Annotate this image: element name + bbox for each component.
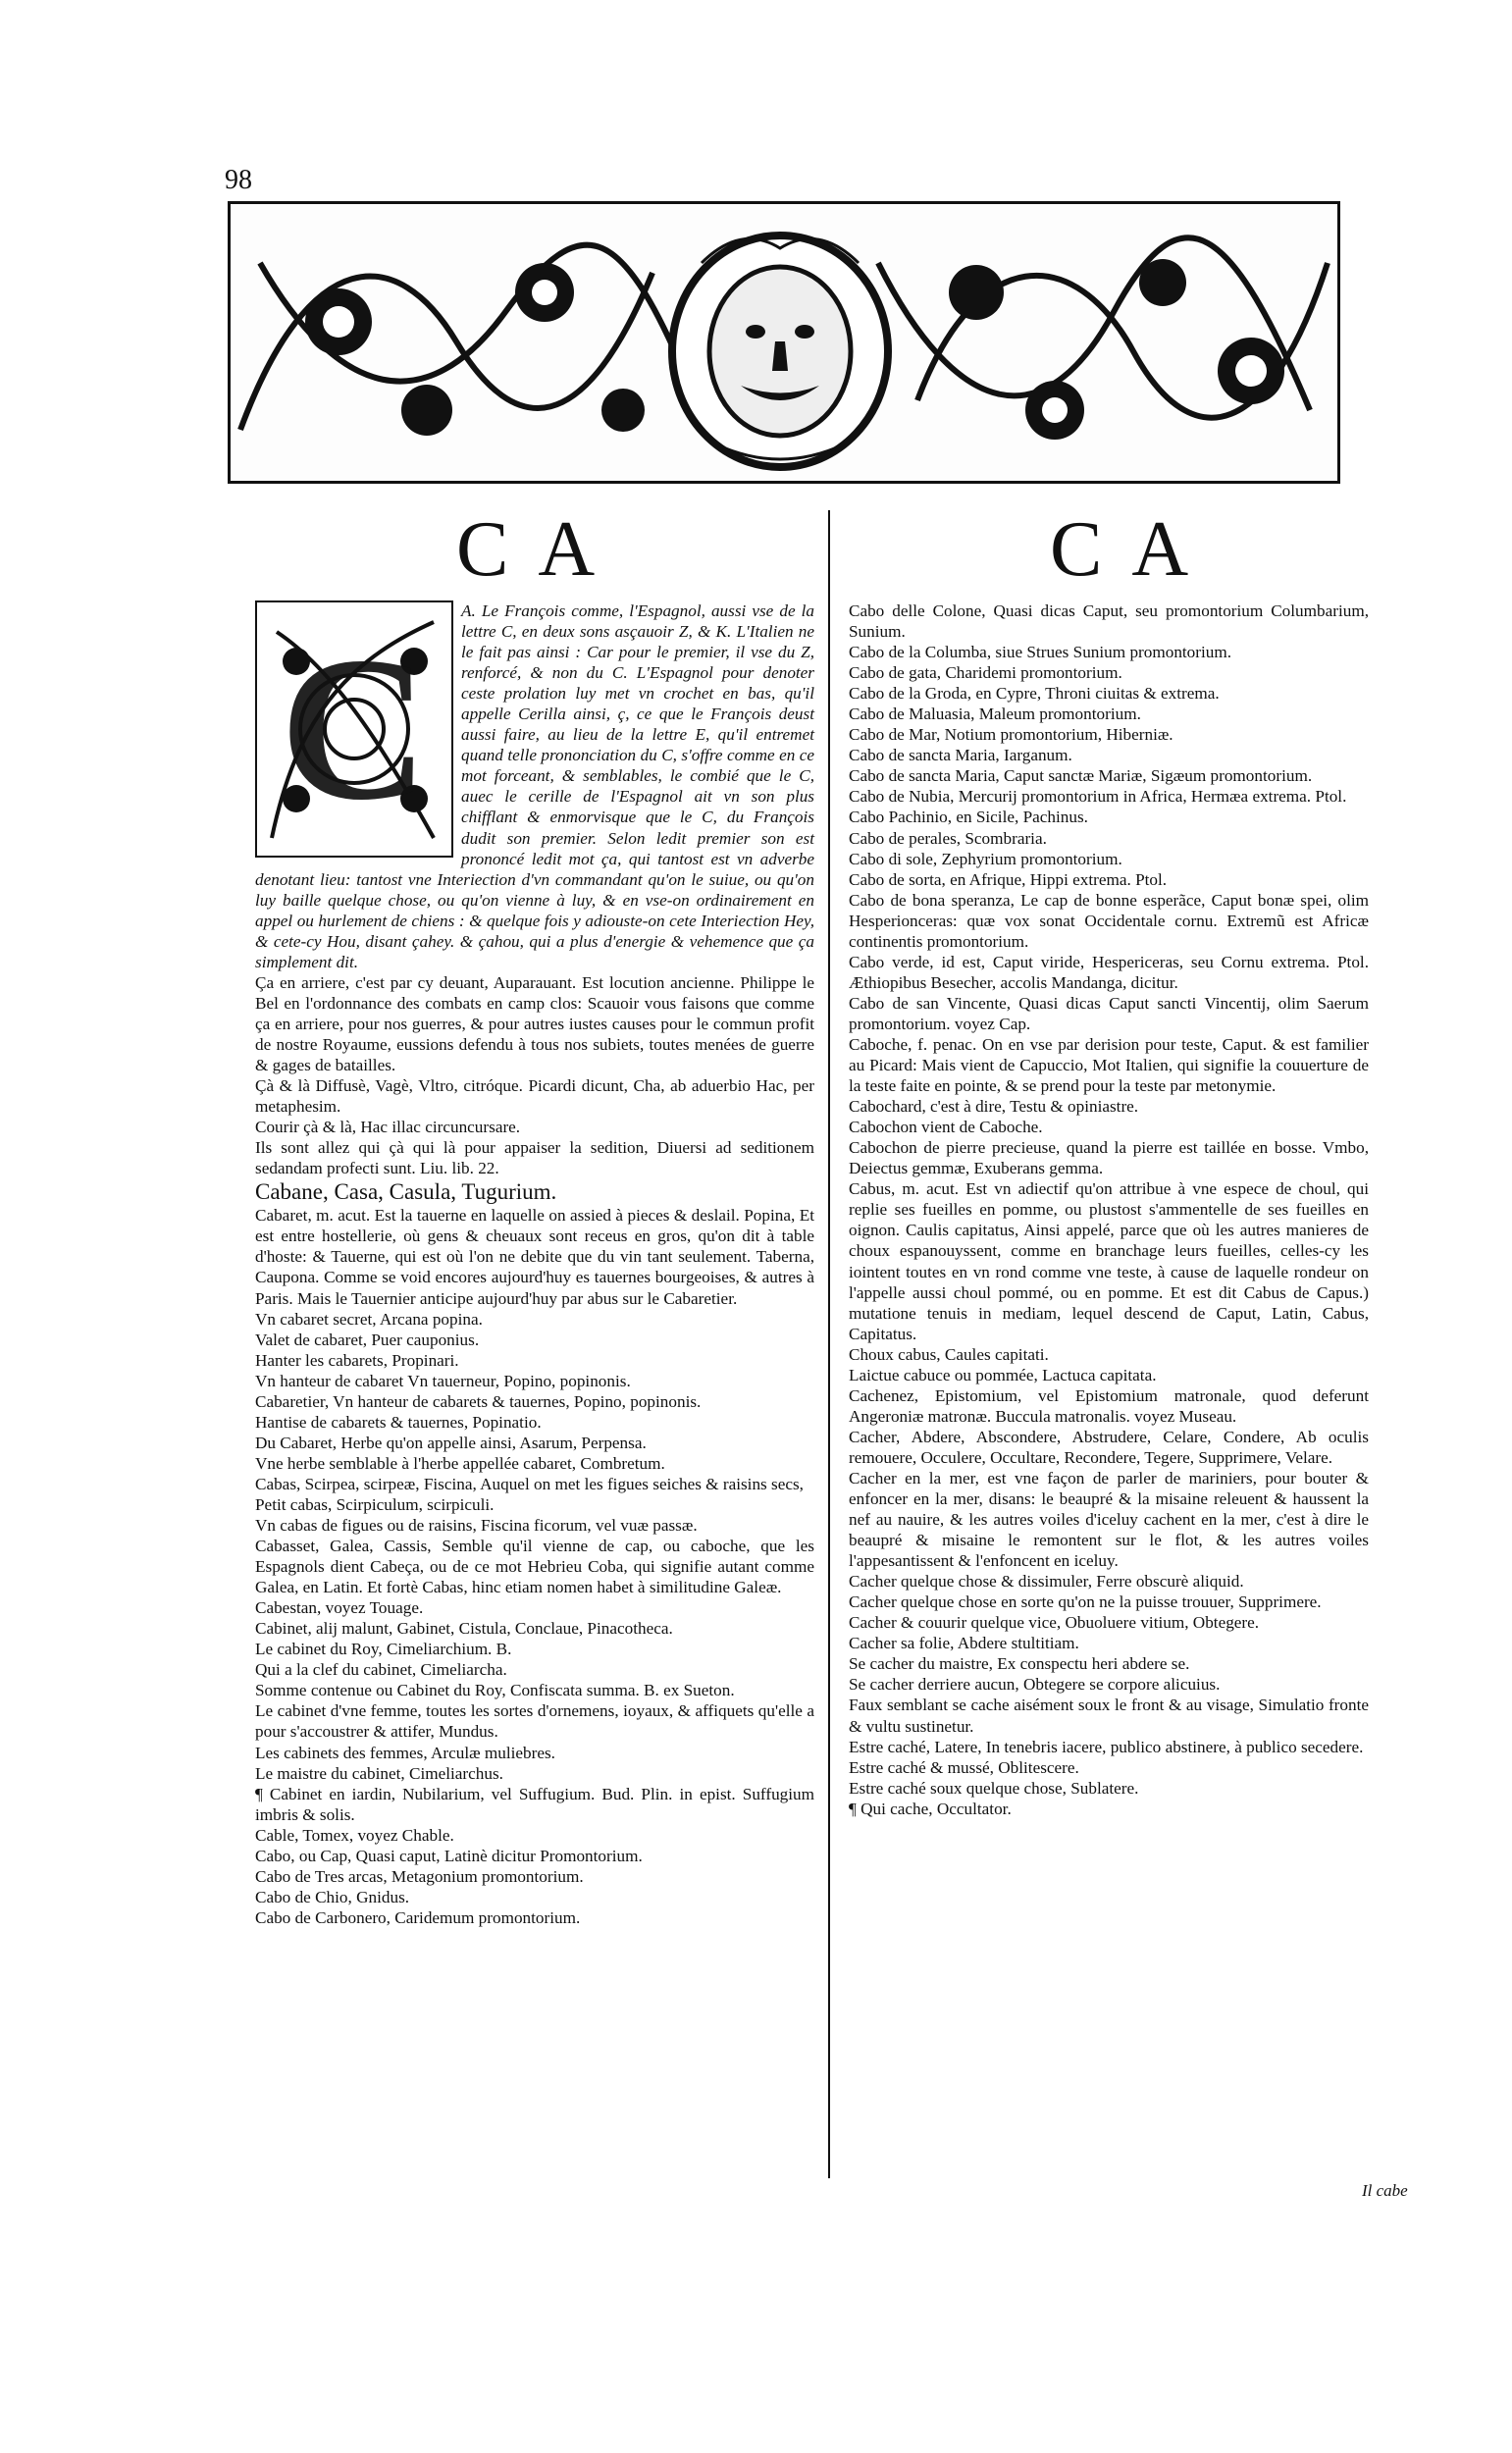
left-entry: Cabinet, alij malunt, Gabinet, Cistula, Conclaue, Pinacotheca. [255,1619,673,1639]
right-entry: Se cacher du maistre, Ex conspectu heri abdere se. [849,1654,1190,1674]
left-entry: Cabo, ou Cap, Quasi caput, Latinè dicitur Promontorium. [255,1846,643,1865]
right-entry: Cabo de bona speranza, Le cap de bonne esperãce, Caput bonæ spei, olim Hesperionceras: quæ vox sonat Occidentale cornu. Extremũ est Africæ continentis promontorium. [849,890,1369,951]
left-entry: Ça en arriere, c'est par cy deuant, Auparauant. Est locution ancienne. Philippe le Bel en l'ordonnance des combats en camp clos: Scauoir vous faisons que comme ça en arriere, pour nos guerres, & pour autres iustes causes pour le commun profit de nostre Royaume, eussions defendu à tous nos subiets, toutes menées de guerre & gages de batailles. [255,972,814,1075]
right-entry: Cabo de sancta Maria, Caput sanctæ Mariæ, Sigæum promontorium. [849,766,1313,786]
left-entry: Cabane, Casa, Casula, Tugurium. [255,1179,557,1205]
left-entry: Le cabinet du Roy, Cimeliarchium. B. [255,1640,512,1659]
left-entry: Cabasset, Galea, Cassis, Semble qu'il vienne de cap, ou caboche, que les Espagnols dient Cabeça, ou de ce mot Hebrieu Coba, qui signifie autant comme Galea, en Latin. Et fortè Cabas, hinc etiam nomen habet à similitudine Galeæ. [255,1537,814,1597]
left-entry: Cabo de Carbonero, Caridemum promontorium. [255,1907,581,1927]
right-entry: Estre caché, Latere, In tenebris iacere, publico abstinere, à publico secedere. [849,1737,1364,1756]
left-entry: Cabaretier, Vn hanteur de cabarets & tauernes, Popino, popinonis. [255,1391,702,1411]
left-entry: Cabo de Chio, Gnidus. [255,1887,410,1906]
column-divider [828,510,830,2178]
right-entry: Cabo de san Vincente, Quasi dicas Caput sancti Vincentij, olim Saerum promontorium. voyez Cap. [849,993,1369,1033]
left-entry: Le cabinet d'vne femme, toutes les sortes d'ornemens, ioyaux, & affiquets qu'elle a pour s'accoustrer & attifer, Mundus. [255,1701,814,1742]
right-entry: Caboche, f. penac. On en vse par derision pour teste, Caput. & est familier au Picard: Mais vient de Capuccio, Mot Italien, qui signifie la couuerture de la teste faite en pointe, & se prend pour la teste par metonymie. [849,1034,1369,1096]
right-entry: Cabo de la Columba, siue Strues Sunium promontorium. [849,643,1232,662]
right-entry: ¶ Qui cache, Occultator. [849,1799,1012,1818]
dropcap-letter: C [280,615,429,843]
column-heading-left: CA [456,506,625,593]
left-entry: Çà & là Diffusè, Vagè, Vltro, citróque. Picardi dicunt, Cha, ab aduerbio Hac, per metaphesim. [255,1076,814,1117]
left-entry: Cabas, Scirpea, scirpeæ, Fiscina, Auquel on met les figues seiches & raisins secs, [255,1474,804,1493]
catchword: Il cabe [1362,2181,1408,2200]
left-entry: Cabaret, m. acut. Est la tauerne en laquelle on assied à pieces & deslail. Popina, Et est entre hostellerie, où gens & cheuaux sont receus en gros, qu'on dit à table d'hoste: & Tauerne, qui est où l'on ne debite que du vin tant seulement. Taberna, Caupona. Comme se void encores aujourd'huy es tauernes bourgeoises, & autres à Paris. Mais le Tauernier anticipe aujourd'huy par abus sur le Cabaretier. [255,1206,814,1308]
left-entry: ¶ Cabinet en iardin, Nubilarium, vel Suffugium. Bud. Plin. in epist. Suffugium imbris & solis. [255,1784,814,1824]
left-entry: Ils sont allez qui çà qui là pour appaiser la sedition, Diuersi ad seditionem sedandam profecti sunt. Liu. lib. 22. [255,1138,814,1178]
left-entry: Somme contenue ou Cabinet du Roy, Confiscata summa. B. ex Sueton. [255,1681,735,1700]
left-entry: Hanter les cabarets, Propinari. [255,1350,459,1370]
right-entry: Cacher quelque chose & dissimuler, Ferre obscurè aliquid. [849,1572,1244,1592]
right-entry: Cabochon de pierre precieuse, quand la pierre est taillée en bosse. Vmbo, Deiectus gemmæ, Exuberans gemma. [849,1138,1369,1178]
left-entry: Vn hanteur de cabaret Vn tauerneur, Popino, popinonis. [255,1371,631,1390]
right-entry: Cabo de Nubia, Mercurij promontorium in Africa, Hermæa extrema. Ptol. [849,787,1347,807]
column-heading-right: CA [1050,506,1219,593]
right-entry: Cabo de perales, Scombraria. [849,828,1047,848]
left-entry: Du Cabaret, Herbe qu'on appelle ainsi, Asarum, Perpensa. [255,1433,647,1452]
page-number: 98 [225,165,252,195]
left-entry: A. Le François comme, l'Espagnol, aussi vse de la lettre C, en deux sons asçauoir Z, & K. L'Italien ne le fait pas ainsi : Car pour le premier, il vse du Z, renforcé, & non du C. L'Espagnol pour denoter ceste prolation luy met vn crochet en bas, qu'il appelle Cerilla ainsi, ç, ce que le François deust aussi faire, au lieu de la lettre E, qu'il entremet quand telle prononciation du C, s'offre comme en ce mot forceant, & semblables, le combié que le C, auec le cerille de l'Espagnol ait vn son plus chifflant & enmorvisque que le C, du François dudit son premier. Selon ledit premier son est prononcé ledit mot ça, qui tantost est vn adverbe denotant lieu: tantost vne Interiection d'vn commandant qu'on le suiue, ou qu'on luy baille quelque chose, ou qu'on vienne à luy, & en vse-on ordinairement en appel ou hurlement de chiens : & quelque fois y adiouste-on cete Interiection Hey, & cete-cy Hou, disant çahey. & çahou, qui a plus d'energie & vehemence que ça simplement dit. [255,601,814,971]
left-entry: Cabo de Tres arcas, Metagonium promontorium. [255,1866,584,1886]
intro-paragraph [255,600,814,972]
right-entry: Cabo de gata, Charidemi promontorium. [849,663,1122,683]
left-entry: Les cabinets des femmes, Arculæ muliebres. [255,1743,555,1762]
right-entry: Cabus, m. acut. Est vn adiectif qu'on attribue à vne espece de choul, qui replie ses fueilles en pomme, ou plustost s'ammentelle de ses fueilles en oignon. Caulis capitatus, Ainsi appelé, parce que où les autres manieres de choux espanouyssent, comme en branchage leurs fueilles, celles-cy les iointent toutes en vn rond comme vne teste, à cause de laquelle rondeur on l'appelle aussi choul pommé, ou en pomme. Et est dit Cabus de Capus.) mutatione tenuis in mediam, lequel descend de Caput, Latin, Cabus, Capitatus. [849,1179,1369,1343]
right-entry: Faux semblant se cache aisément soux le front & au visage, Simulatio fronte & vultu sustinetur. [849,1696,1369,1736]
right-entry: Cabo de Mar, Notium promontorium, Hiberniæ. [849,725,1173,745]
left-entry: Le maistre du cabinet, Cimeliarchus. [255,1763,503,1783]
right-entry: Se cacher derriere aucun, Obtegere se corpore alicuius. [849,1675,1221,1695]
right-entry: Cachenez, Epistomium, vel Epistomium matronale, quod deferunt Angeroniæ matronæ. Buccula matronalis. voyez Museau. [849,1385,1369,1426]
right-entry: Cabo de Maluasia, Maleum promontorium. [849,705,1141,724]
left-entry: Courir çà & là, Hac illac circuncursare. [255,1118,521,1137]
left-entry: Vn cabas de figues ou de raisins, Fiscina ficorum, vel vuæ passæ. [255,1516,698,1536]
right-entry: Cabo di sole, Zephyrium promontorium. [849,849,1122,868]
left-entry: Qui a la clef du cabinet, Cimeliarcha. [255,1660,507,1680]
headpiece-ornament-icon [231,204,1337,481]
left-entry: Valet de cabaret, Puer cauponius. [255,1330,480,1349]
right-entry: Cabo de sancta Maria, Iarganum. [849,746,1072,765]
right-entry: Cabochon vient de Caboche. [849,1118,1043,1137]
right-entry: Choux cabus, Caules capitati. [849,1344,1049,1364]
right-entry: Cabo Pachinio, en Sicile, Pachinus. [849,808,1088,827]
right-entry: Cabo verde, id est, Caput viride, Hespericeras, seu Cornu extrema. Ptol. Æthiopibus Besecher, accolis Mandanga, dicitur. [849,952,1369,992]
right-entry: Cacher sa folie, Abdere stultitiam. [849,1634,1079,1653]
left-column [255,600,814,1928]
right-column [849,600,1369,1819]
left-entry: Hantise de cabarets & tauernes, Popinatio. [255,1412,542,1432]
left-entry: Cable, Tomex, voyez Chable. [255,1825,454,1845]
left-entry: Vne herbe semblable à l'herbe appellée cabaret, Combretum. [255,1453,665,1473]
left-entry: Cabestan, voyez Touage. [255,1598,424,1618]
dropcap [255,600,453,858]
right-entry: Estre caché & mussé, Oblitescere. [849,1757,1079,1777]
left-entry: Petit cabas, Scirpiculum, scirpiculi. [255,1494,495,1514]
right-entry: Laictue cabuce ou pommée, Lactuca capitata. [849,1365,1157,1384]
right-entry: Estre caché soux quelque chose, Sublatere. [849,1778,1139,1798]
right-entry: Cabochard, c'est à dire, Testu & opiniastre. [849,1097,1139,1117]
right-entry: Cabo de sorta, en Afrique, Hippi extrema. Ptol. [849,869,1168,889]
left-entry: Vn cabaret secret, Arcana popina. [255,1309,483,1329]
right-entry: Cacher & couurir quelque vice, Obuoluere vitium, Obtegere. [849,1613,1260,1633]
right-entry: Cacher en la mer, est vne façon de parler de mariniers, pour bouter & enfoncer en la mer, disans: le beaupré & la misaine releuent & haussent la nef au nauire, & les autres voiles d'iceluy cachent en la mer, c'est à dire le beaupré & misaine le remontent sur le flot, & les autres voiles l'appesantissent & l'enfoncent en iceluy. [849,1468,1369,1571]
right-entry: Cacher, Abdere, Abscondere, Abstrudere, Celare, Condere, Ab oculis remouere, Occulere, Occultare, Recondere, Tegere, Supprimere, Velare. [849,1427,1369,1467]
right-entry: Cabo de la Groda, en Cypre, Throni ciuitas & extrema. [849,684,1220,704]
right-entry: Cabo delle Colone, Quasi dicas Caput, seu promontorium Columbarium, Sunium. [849,601,1369,642]
ornamental-headpiece [228,201,1340,484]
right-entry: Cacher quelque chose en sorte qu'on ne la puisse trouuer, Supprimere. [849,1592,1322,1612]
